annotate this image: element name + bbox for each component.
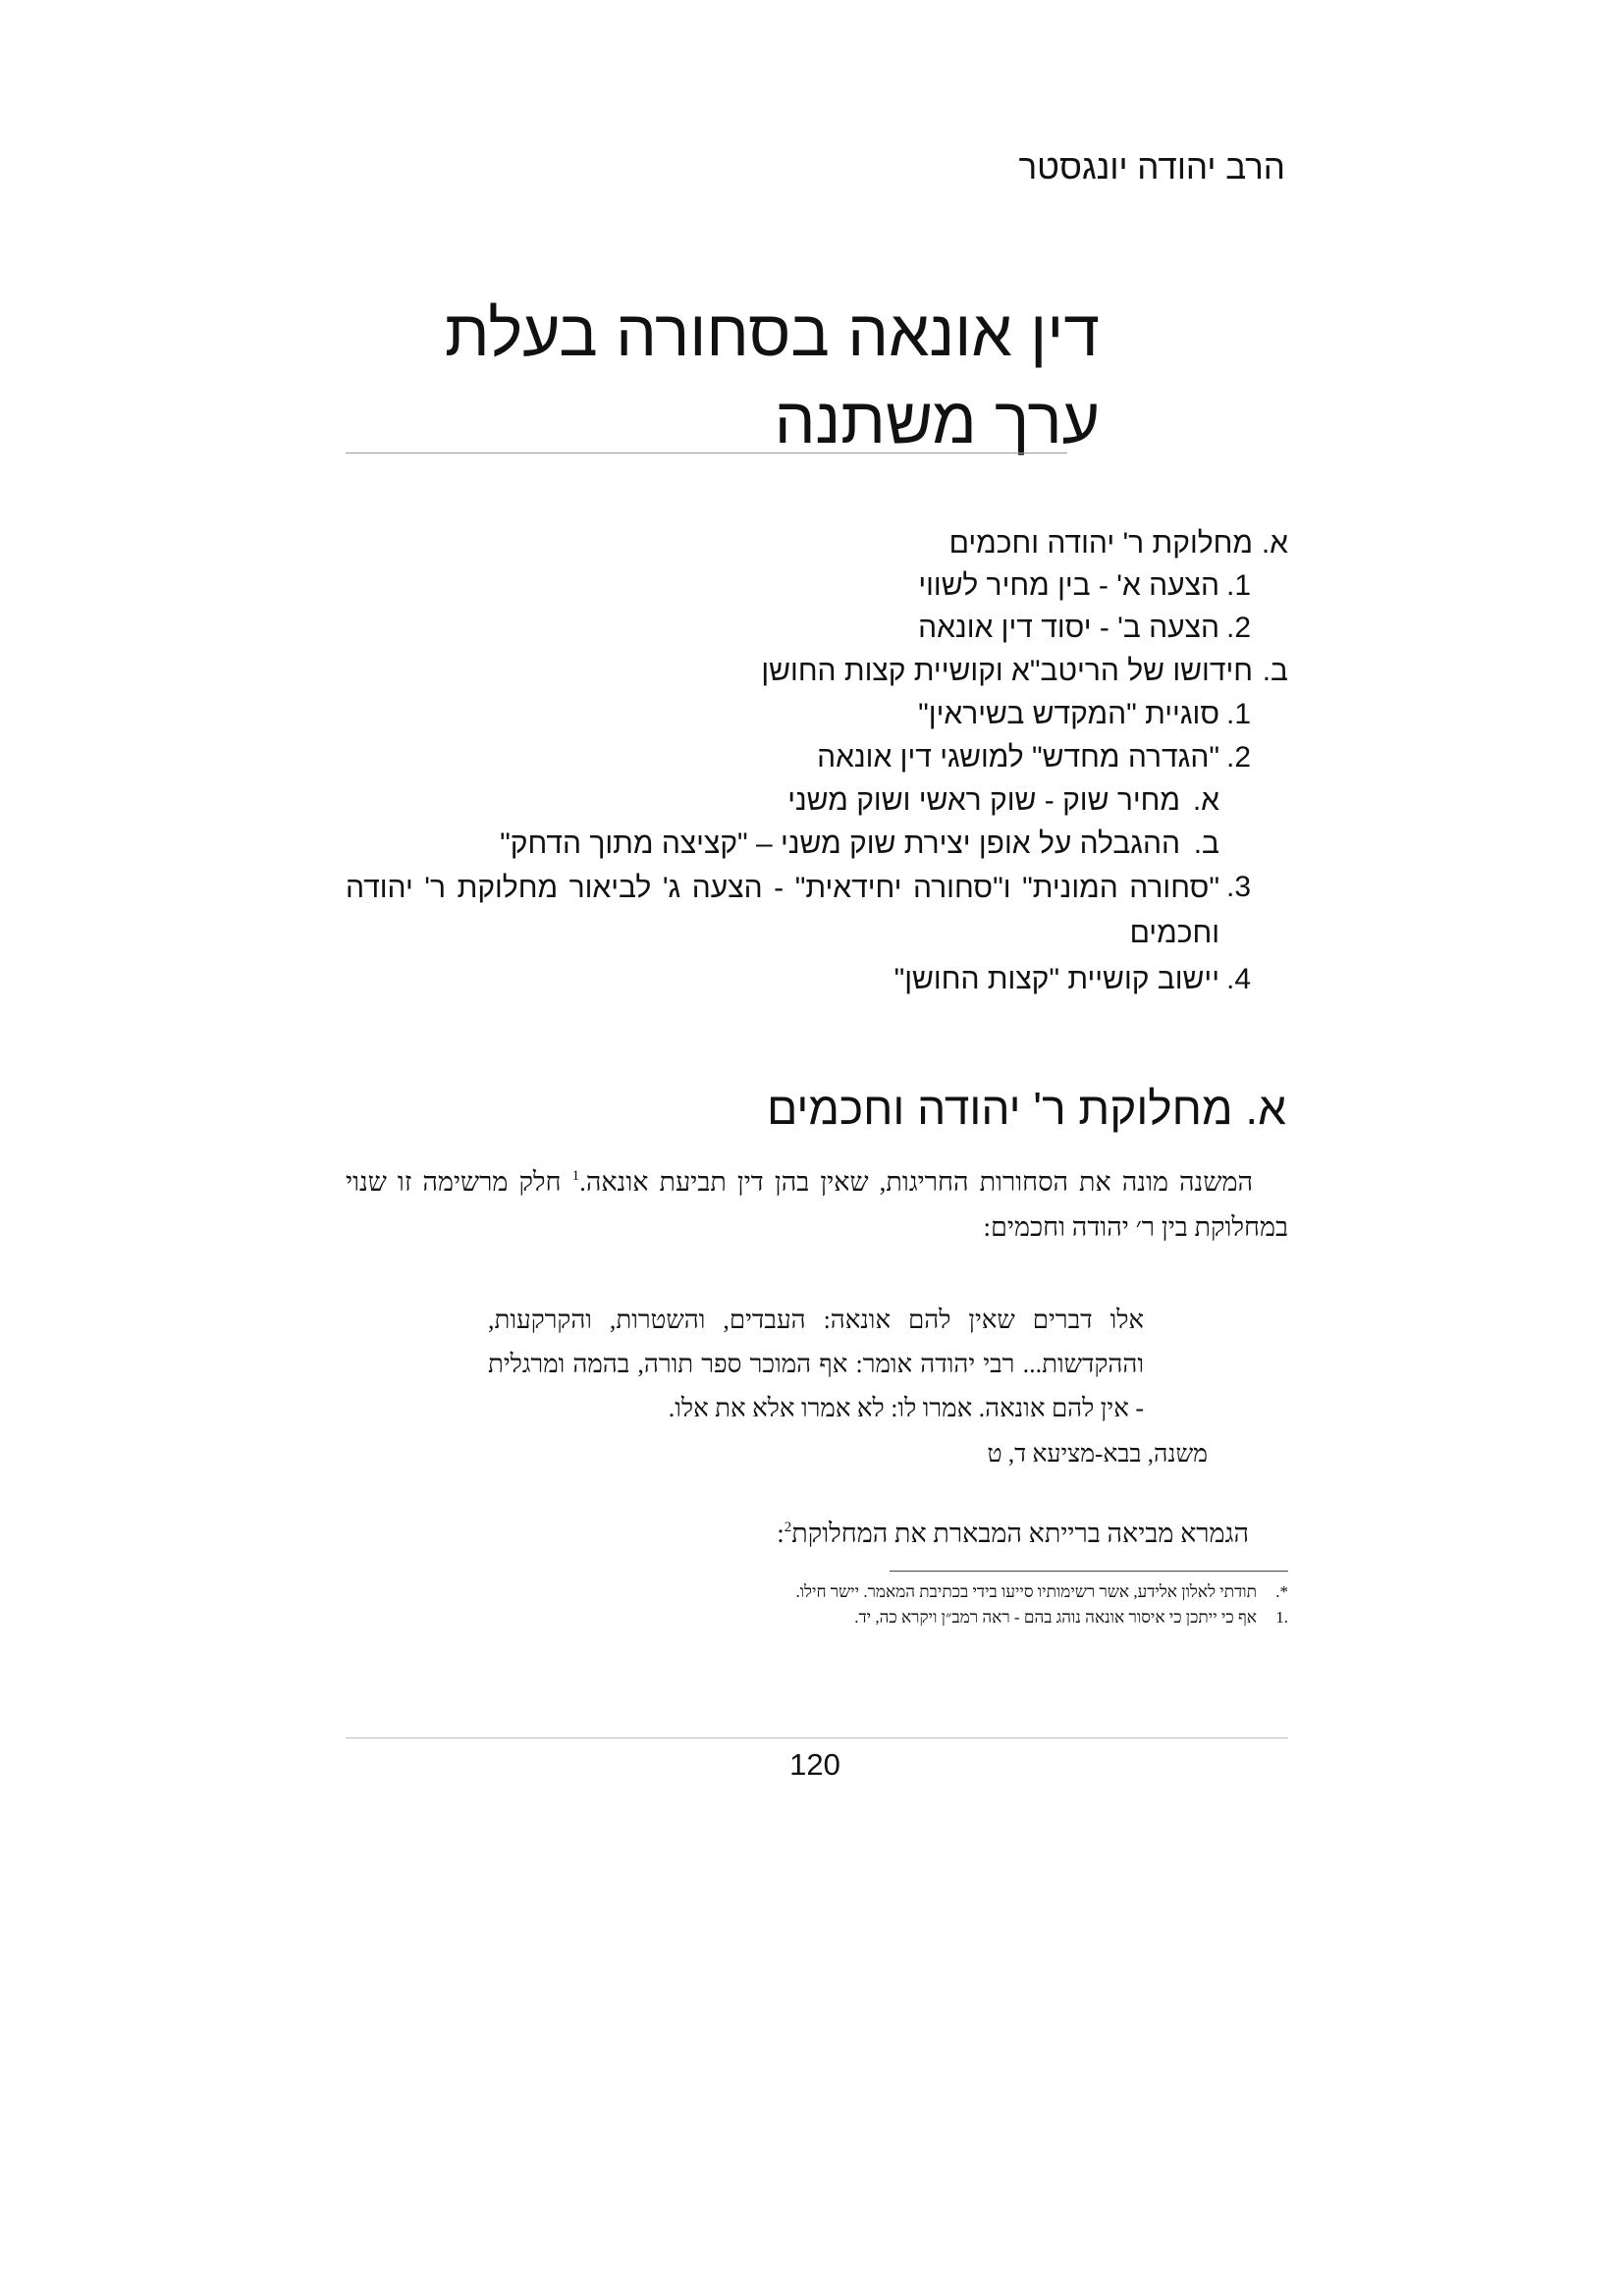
toc-item (346, 958, 1288, 1001)
footnote-ref: 1 (571, 1168, 580, 1184)
article-title: דין אונאה בסחורה בעלת ערך משתנה (444, 296, 1100, 456)
toc-marker: 4. (1225, 963, 1251, 995)
footnote-ref: 2 (784, 1520, 792, 1535)
toc-text: יישוב קושיית "קצות החושן" (893, 963, 1219, 995)
toc-text: הצעה א' - בין מחיר לשווי (918, 569, 1219, 602)
toc-text: "סחורה המונית" ו"סחורה יחידאית" - הצעה ג' לביאור מחלוקת ר' יהודה וחכמים (346, 872, 1219, 949)
toc-marker: 2. (1225, 741, 1251, 774)
footnote-text: תודתי לאלון אלידע, אשר רשימותיו סייעו בידי בכתיבת המאמר. יישר חילו. (795, 1582, 1257, 1601)
footer-divider (346, 1737, 1288, 1738)
author-name: הרב יהודה יונגסטר (1018, 148, 1285, 187)
body-paragraph (346, 1159, 1288, 1250)
toc-marker: 2. (1225, 612, 1251, 644)
toc-item (346, 736, 1288, 779)
toc-marker: ב. (1193, 828, 1219, 860)
quote-source: משנה, בבא-מציעא ד, ט (987, 1441, 1208, 1468)
footnote-text: אף כי ייתכן כי איסור אונאה נוהג בהם - ראה רמב״ן ויקרא כה, יד. (854, 1608, 1257, 1627)
toc-item (346, 650, 1288, 693)
gemara-text: הגמרא מביאה ברייתא המבארת את המחלוקת (791, 1519, 1249, 1548)
toc-text: הצעה ב' - יסוד דין אונאה (918, 612, 1219, 644)
toc-text: מחיר שוק - שוק ראשי ושוק משני (787, 784, 1180, 817)
toc-item (346, 693, 1288, 736)
toc-item (346, 779, 1288, 823)
toc-marker: א. (1261, 527, 1288, 560)
toc-text: חידושו של הריטב"א וקושיית קצות החושן (761, 655, 1253, 687)
footnote-divider (890, 1571, 1288, 1572)
paragraph-text: המשנה מונה את הסחורות החריגות, שאין בהן דין תביעת אונאה. (579, 1167, 1253, 1197)
toc-marker: 1. (1225, 569, 1251, 602)
toc-item (346, 607, 1288, 650)
toc-marker: א. (1192, 784, 1219, 817)
toc-item (346, 866, 1288, 956)
toc-marker: 1. (1225, 698, 1251, 730)
toc-text: "הגדרה מחדש" למושגי דין אונאה (817, 741, 1219, 774)
toc-marker: 3. (1225, 871, 1251, 903)
toc-text: סוגיית "המקדש בשיראין" (918, 698, 1219, 730)
footnote (562, 1580, 1288, 1606)
paragraph-text-continued: חלק מרשימה זו שנוי במחלוקת בין ר׳ יהודה וחכמים: (346, 1167, 1288, 1242)
toc-item (346, 522, 1288, 565)
title-divider (346, 453, 1067, 454)
page-number: 120 (789, 1747, 840, 1782)
toc-item (346, 564, 1288, 608)
toc-text: ההגבלה על אופן יצירת שוק משני – "קציצה מתוך הדחק" (500, 828, 1180, 860)
footnote-number: .1 (1275, 1608, 1288, 1627)
toc-text: מחלוקת ר' יהודה וחכמים (948, 527, 1253, 560)
gemara-intro (589, 1511, 1249, 1556)
footnote (562, 1606, 1288, 1631)
mishnah-quote: אלו דברים שאין להם אונאה: העבדים, והשטרות, והקרקעות, וההקדשות... רבי יהודה אומר: אף המוכר ספר תורה, בהמה ומרגלית - אין להם אונאה. אמרו לו: לא אמרו אלא את אלו. (488, 1306, 1144, 1422)
section-heading: א. מחלוקת ר' יהודה וחכמים (767, 1083, 1286, 1134)
toc-item (346, 823, 1288, 866)
footnote-number: *. (1275, 1582, 1288, 1601)
gemara-colon: : (777, 1519, 784, 1548)
toc-marker: ב. (1262, 655, 1288, 687)
